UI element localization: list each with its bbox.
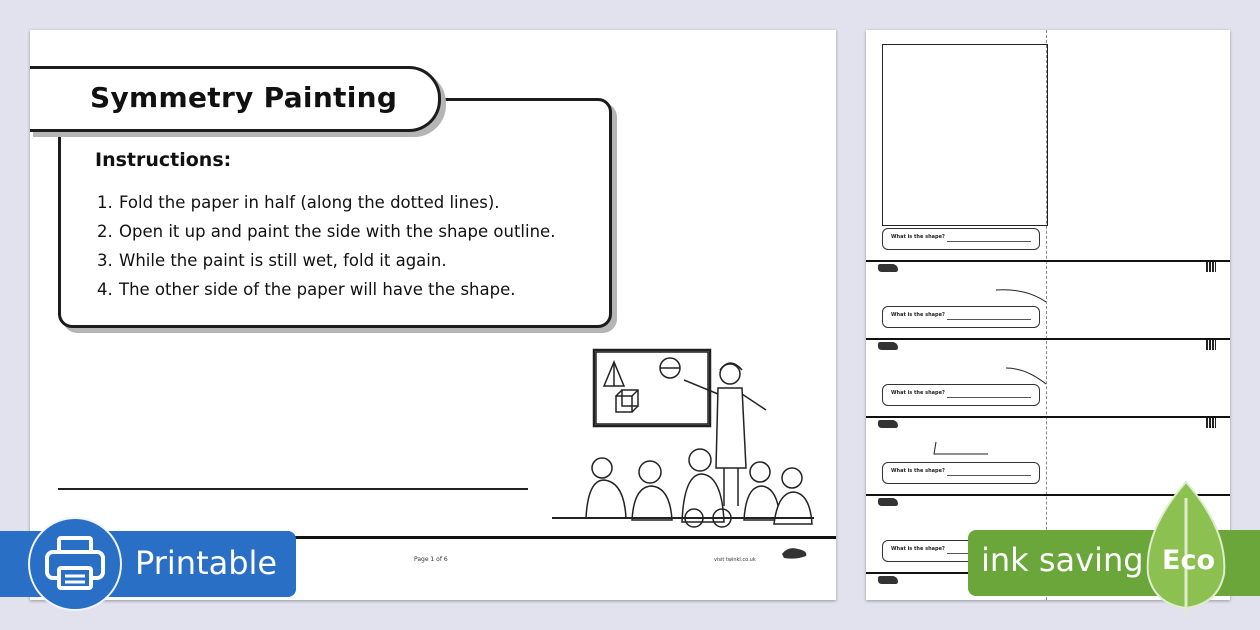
page-title: Symmetry Painting [90, 81, 398, 114]
strip-divider [866, 338, 1230, 340]
question-box: What is the shape? [882, 384, 1040, 406]
title-banner [30, 66, 441, 132]
qr-icon [1206, 262, 1216, 272]
worksheet-page-1 [30, 30, 836, 600]
qr-icon [1206, 418, 1216, 428]
instruction-step: 3. While the paint is still wet, fold it again. [97, 251, 447, 270]
strip-divider [866, 416, 1230, 418]
page-number: Page 1 of 6 [414, 556, 448, 563]
question-box: What is the shape? [882, 540, 1040, 562]
mini-logo-icon [878, 420, 898, 428]
mini-logo-icon [878, 264, 898, 272]
eco-label: Eco [1162, 545, 1215, 576]
instruction-step: 1. Fold the paper in half (along the dotted lines). [97, 193, 500, 212]
instructions-list [97, 193, 555, 309]
mini-logo-icon [878, 342, 898, 350]
ink-saving-label: ink saving [981, 541, 1144, 579]
footer-url: visit twinkl.co.uk [714, 557, 756, 563]
instructions-box [58, 98, 612, 328]
instruction-step: 2. Open it up and paint the side with the shape outline. [97, 222, 556, 241]
strip-divider [866, 260, 1230, 262]
question-box: What is the shape? [882, 462, 1040, 484]
shape-outline-fragment [932, 440, 992, 462]
twinkl-logo-icon [780, 546, 810, 560]
qr-icon [1206, 340, 1216, 350]
floor-line [58, 488, 528, 490]
square-shape-outline [882, 44, 1048, 226]
shape-outline-fragment [996, 288, 1050, 304]
instruction-step: 4. The other side of the paper will have the shape. [97, 280, 516, 299]
printer-icon [44, 535, 106, 591]
question-box: What is the shape? [882, 306, 1040, 328]
classroom-illustration [552, 348, 814, 528]
instructions-heading: Instructions: [95, 149, 232, 171]
printable-label: Printable [135, 544, 278, 582]
mini-logo-icon [878, 576, 898, 584]
mini-logo-icon [878, 498, 898, 506]
printer-badge-circle [28, 517, 122, 611]
question-box: What is the shape? [882, 228, 1040, 250]
